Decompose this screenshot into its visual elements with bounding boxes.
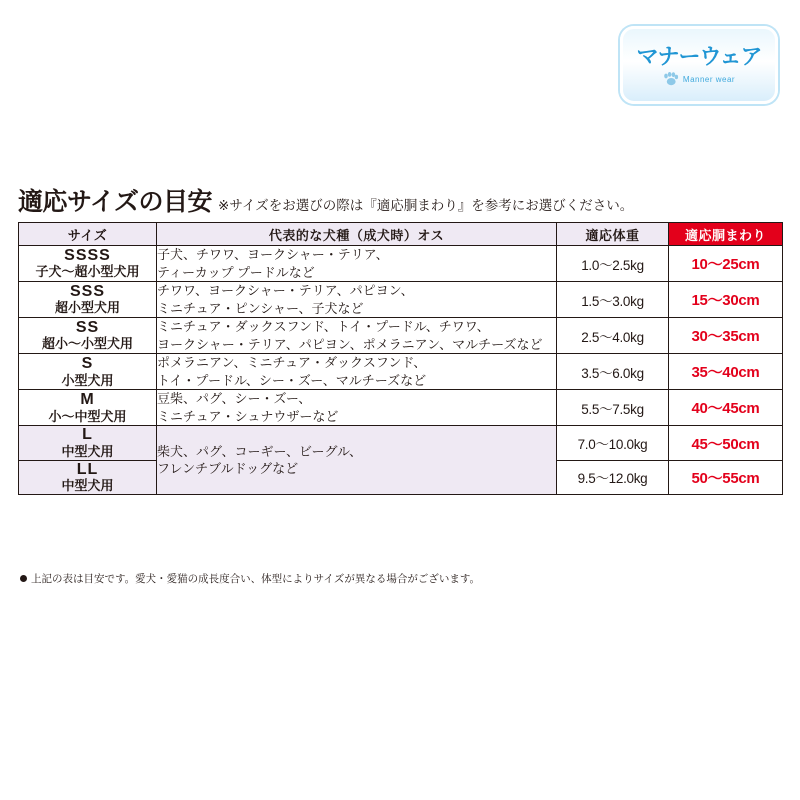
size-for: 中型犬用 [61,443,114,459]
breed-line: 豆柴、パグ、シー・ズー、 [157,391,312,407]
breed-line: フレンチブルドッグなど [157,461,299,477]
brand-logo [620,26,778,104]
table-row [19,390,783,426]
cell-breeds [157,282,557,318]
brand-logo-subtext: Manner wear [682,74,736,84]
page-title-note: ※サイズをお選びの際は『適応胴まわり』を参考にお選びください。 [218,198,634,213]
cell-size [19,282,157,318]
cell-size [19,318,157,354]
breed-line: ティーカップ プードルなど [157,264,315,280]
size-for: 超小型犬用 [54,300,120,316]
table-header-row [19,223,783,246]
cell-breeds [157,318,557,354]
col-header-weight: 適応体重 [557,223,669,246]
size-name: L [82,426,93,444]
size-for: 超小〜小型犬用 [41,336,133,352]
page-title-row [18,182,782,218]
breed-line: ミニチュア・ピンシャー、子犬など [157,300,364,316]
cell-size [19,246,157,282]
cell-weight: 1.0〜2.5kg [557,246,669,282]
breed-line: ポメラニアン、ミニチュア・ダックスフンド、 [157,355,427,371]
cell-waist: 30〜35cm [669,318,783,354]
table-row [19,318,783,354]
table-row [19,426,783,460]
breed-line: チワワ、ヨークシャー・テリア、パピヨン、 [157,283,414,299]
size-table-wrap [18,222,782,495]
size-name: M [80,391,95,409]
cell-breeds [157,426,557,495]
size-name: SS [75,319,100,337]
cell-weight: 3.5〜6.0kg [557,354,669,390]
table-row [19,354,783,390]
cell-breeds [157,246,557,282]
size-for: 子犬〜超小型犬用 [35,264,140,280]
cell-weight: 2.5〜4.0kg [557,318,669,354]
cell-weight: 9.5〜12.0kg [557,460,669,494]
brand-logo-text: マナーウェア [636,44,762,69]
col-header-waist: 適応胴まわり [669,223,783,246]
cell-weight: 1.5〜3.0kg [557,282,669,318]
cell-breeds [157,390,557,426]
breed-line: ミニチュア・ダックスフンド、トイ・プードル、チワワ、 [157,319,490,335]
size-name: S [81,355,94,373]
table-row [19,282,783,318]
footnote-text: 上記の表は目安です。愛犬・愛猫の成長度合い、体型によりサイズが異なる場合がございます。 [31,573,480,585]
cell-size [19,390,157,426]
breed-line: ヨークシャー・テリア、パピヨン、ポメラニアン、マルチーズなど [157,336,543,352]
paw-icon [663,72,679,86]
size-for: 中型犬用 [61,478,114,494]
col-header-size: サイズ [19,223,157,246]
size-name: LL [76,460,99,478]
bullet-icon [20,575,27,582]
size-for: 小型犬用 [61,372,114,388]
size-table [18,222,783,495]
footnote [20,571,480,586]
breed-line: 子犬、チワワ、ヨークシャー・テリア、 [157,247,389,262]
page-title: 適応サイズの目安 [18,188,213,216]
cell-waist: 15〜30cm [669,282,783,318]
cell-waist: 45〜50cm [669,426,783,460]
cell-weight: 7.0〜10.0kg [557,426,669,460]
cell-size [19,460,157,494]
cell-waist: 50〜55cm [669,460,783,494]
size-name: SSS [69,282,105,300]
cell-breeds [157,354,557,390]
size-for: 小〜中型犬用 [48,408,127,424]
cell-weight: 5.5〜7.5kg [557,390,669,426]
table-row [19,246,783,282]
brand-logo-sub [663,72,735,86]
cell-size [19,354,157,390]
cell-waist: 35〜40cm [669,354,783,390]
breed-line: 柴犬、パグ、コーギー、ビーグル、 [157,443,363,459]
breed-line: ミニチュア・シュナウザーなど [157,408,339,424]
breed-line: トイ・プードル、シー・ズー、マルチーズなど [157,372,427,388]
cell-waist: 40〜45cm [669,390,783,426]
col-header-breed: 代表的な犬種（成犬時）オス [157,223,557,246]
size-name: SSSS [64,246,111,264]
cell-waist: 10〜25cm [669,246,783,282]
cell-size [19,426,157,460]
